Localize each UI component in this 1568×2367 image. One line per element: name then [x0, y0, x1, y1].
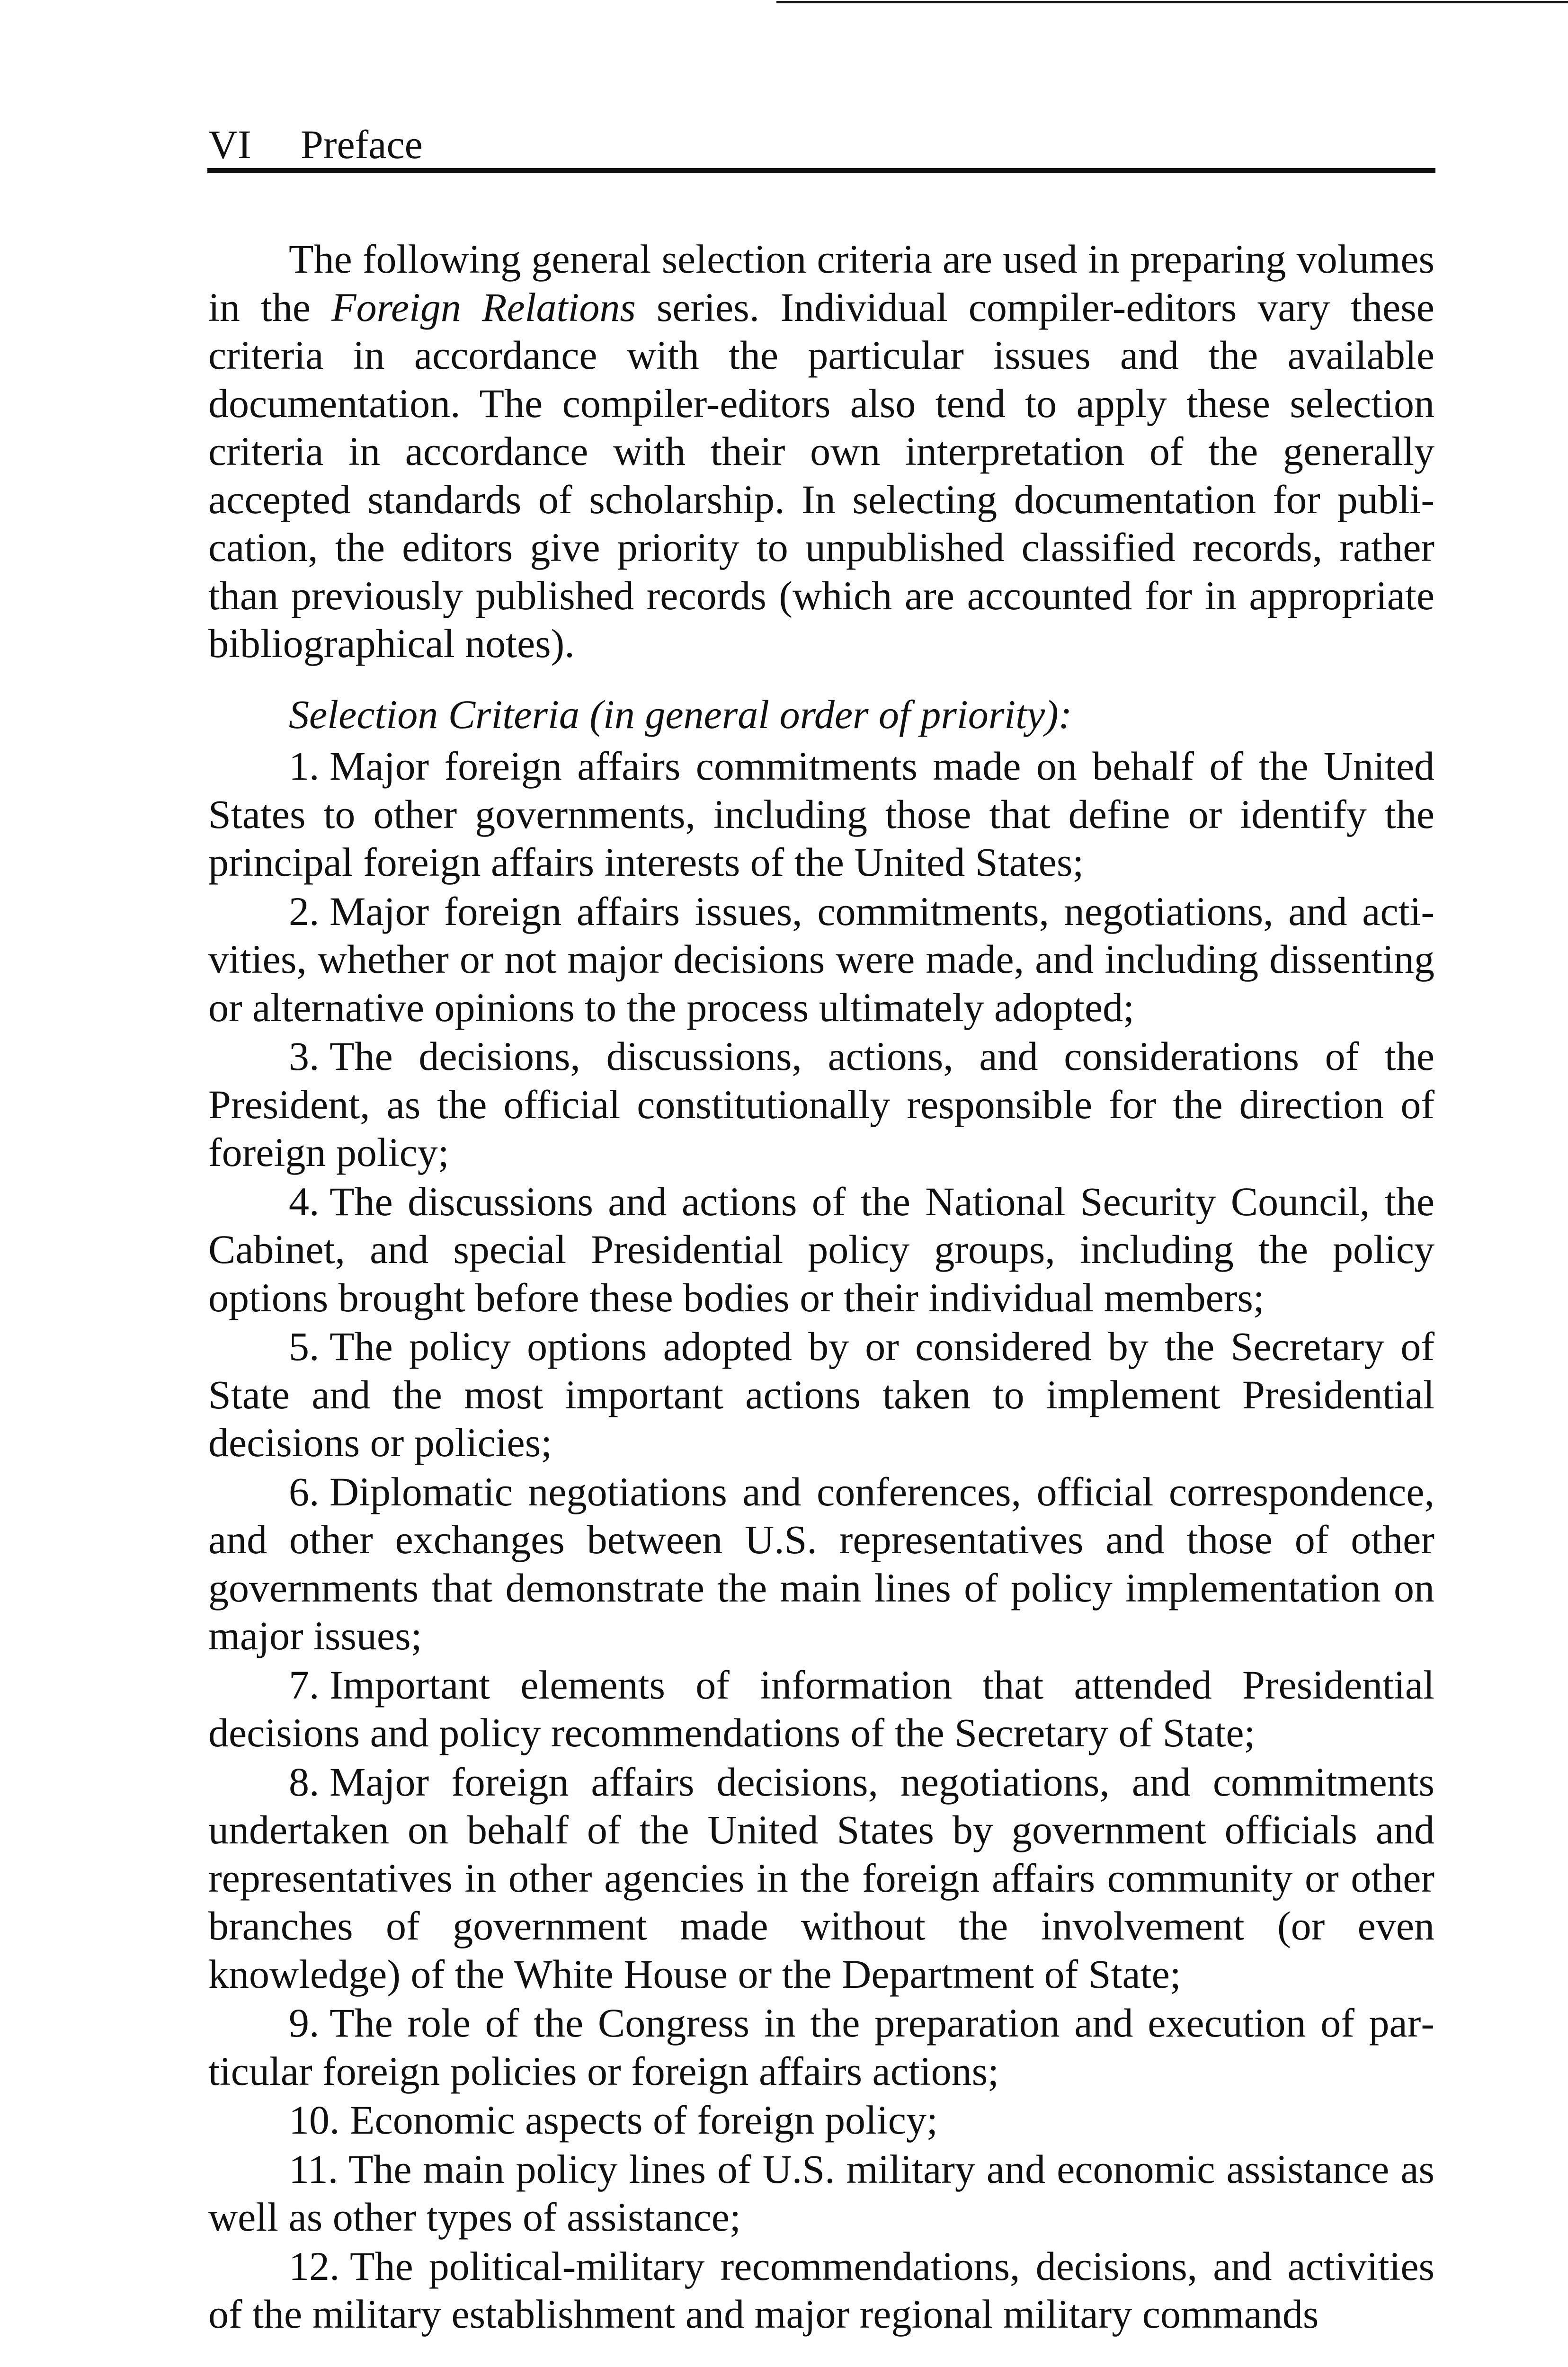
page-body: [208, 235, 1434, 2340]
criterion-item: [208, 2145, 1434, 2242]
criterion-number: 12.: [289, 2243, 340, 2289]
criterion-item: [208, 1758, 1434, 1999]
page-number: VI: [208, 122, 251, 167]
criteria-heading: Selection Criteria (in general order of priority):: [289, 691, 1072, 737]
criterion-item: [208, 2096, 1434, 2145]
criterion-number: 3.: [289, 1033, 320, 1079]
criterion-text: The discussions and actions of the National Security Council, the Cabinet, and special Presidential policy groups, including the policy options brought before these bodies or their individual members;: [208, 1178, 1434, 1320]
intro-paragraph: [208, 235, 1434, 668]
criterion-number: 1.: [289, 743, 320, 789]
criterion-number: 7.: [289, 1662, 320, 1708]
intro-text-end: series. Individual compiler-editors vary these criteria in accordance with the particular issues and the available documentation. The compiler-editors also tend to apply these selection criteria in accordance with their own interpretation of the generally accepted standards of scholarship. In selecting documentation for publication, the editors give priority to unpublished classified records, rather than previously published records (which are accounted for in appropriate bibliographical notes).: [208, 284, 1434, 666]
criterion-item: [208, 1468, 1434, 1660]
criterion-number: 10.: [289, 2097, 340, 2143]
criterion-text: Major foreign affairs decisions, negotiations, and commitments undertaken on behalf of the United States by government officials and representatives in other agencies in the foreign affairs community or other branches of government made without the involvement (or even knowledge) of the White House or the Department of State;: [208, 1759, 1434, 1997]
criterion-item: [208, 742, 1434, 887]
criterion-text: The policy options adopted by or considered by the Secretary of State and the most important actions taken to implement Presidential decisions or policies;: [208, 1324, 1434, 1465]
criterion-text: Important elements of information that attended Presidential decisions and policy recommendations of the Secretary of State;: [208, 1662, 1434, 1755]
criterion-item: [208, 1178, 1434, 1322]
criterion-text: The decisions, discussions, actions, and considerations of the President, as the official constitutionally responsible for the direction of foreign policy;: [208, 1033, 1434, 1175]
criterion-text: Major foreign affairs issues, commitments, negotiations, and activities, whether or not major decisions were made, and including dissenting or alternative opinions to the process ultimately adopted;: [208, 888, 1434, 1030]
section-title: Preface: [301, 122, 423, 167]
criterion-text: The role of the Congress in the preparation and execution of particular foreign policies or foreign affairs actions;: [208, 2000, 1434, 2094]
header-rule: [207, 168, 1435, 173]
criterion-text: Major foreign affairs commitments made on behalf of the United States to other governments, including those that define or identify the principal foreign affairs interests of the United States;: [208, 743, 1434, 885]
criterion-number: 11.: [289, 2146, 339, 2192]
criterion-text: Diplomatic negotiations and conferences, official correspondence, and other exchanges between U.S. representatives and those of other governments that demonstrate the main lines of policy implementation on major issues;: [208, 1468, 1434, 1658]
scan-edge-line: [776, 1, 1568, 3]
criterion-item: [208, 1661, 1434, 1757]
criterion-text: Economic aspects of foreign policy;: [350, 2097, 938, 2143]
criterion-number: 2.: [289, 888, 320, 934]
criterion-number: 9.: [289, 2000, 320, 2046]
running-head: [208, 118, 1434, 170]
criterion-item: [208, 888, 1434, 1032]
series-title: Foreign Relations: [331, 284, 636, 330]
criterion-item: [208, 2242, 1434, 2339]
criterion-item: [208, 1032, 1434, 1177]
criterion-number: 5.: [289, 1324, 320, 1369]
criterion-text: The main policy lines of U.S. military and economic assistance as well as other types of assistance;: [208, 2146, 1434, 2240]
criterion-number: 8.: [289, 1759, 320, 1805]
criterion-number: 6.: [289, 1468, 320, 1514]
criterion-number: 4.: [289, 1178, 320, 1224]
criterion-item: [208, 1323, 1434, 1467]
criterion-item: [208, 1999, 1434, 2095]
intro-text-start: The following general selection criteria are used in preparing volumes in the: [208, 236, 1434, 330]
criterion-text: The political-military recommendations, decisions, and activities of the military establishment and major regional military commands: [208, 2243, 1434, 2337]
